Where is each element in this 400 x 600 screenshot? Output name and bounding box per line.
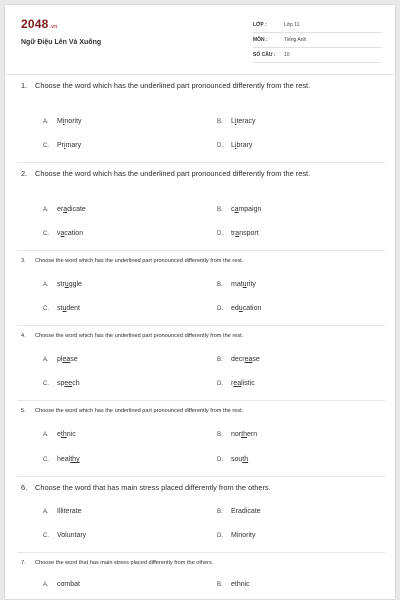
divider bbox=[17, 552, 385, 553]
question-number: 7. bbox=[21, 560, 26, 566]
option-letter: B. bbox=[217, 432, 223, 438]
option-underlined: ea bbox=[244, 356, 253, 363]
option-text: str bbox=[57, 281, 65, 288]
option-letter: C. bbox=[43, 533, 49, 539]
question-5 bbox=[21, 406, 381, 416]
option-letter: A. bbox=[43, 207, 49, 213]
meta-row-class bbox=[253, 19, 381, 33]
option-letter: B. bbox=[217, 509, 223, 515]
option-underlined: th bbox=[60, 431, 67, 438]
option-letter: C. bbox=[43, 306, 49, 312]
option-text: nority bbox=[64, 118, 82, 125]
option-text: dent bbox=[66, 305, 80, 312]
option-text: combat bbox=[57, 581, 80, 588]
option-text: mary bbox=[65, 142, 82, 149]
option-letter: D. bbox=[217, 533, 223, 539]
option-3c[interactable] bbox=[43, 305, 80, 312]
option-text: r bbox=[231, 380, 234, 387]
option-letter: B. bbox=[217, 357, 223, 363]
meta-row-count bbox=[253, 49, 381, 63]
option-letter: A. bbox=[43, 119, 49, 125]
meta-row-subject bbox=[253, 34, 381, 48]
question-stem bbox=[21, 331, 381, 341]
option-letter: D. bbox=[217, 231, 223, 237]
option-letter: B. bbox=[217, 582, 223, 588]
option-text: ern bbox=[246, 431, 258, 438]
option-underlined: th bbox=[241, 431, 247, 438]
option-text: e bbox=[57, 431, 61, 438]
option-text: sp bbox=[57, 380, 65, 387]
option-6b[interactable] bbox=[217, 508, 261, 515]
option-underlined: thy bbox=[70, 456, 80, 463]
option-2a[interactable] bbox=[43, 206, 86, 213]
option-text: L bbox=[231, 118, 235, 125]
option-text: decr bbox=[231, 356, 245, 363]
option-underlined: i bbox=[64, 142, 66, 149]
divider bbox=[17, 250, 385, 251]
question-text: Choose the word which has the underlined part pronounced differently from the rest. bbox=[35, 81, 311, 90]
option-underlined: a bbox=[234, 206, 239, 213]
meta-value: Lớp 11 bbox=[284, 22, 300, 28]
question-number: 5. bbox=[21, 408, 26, 414]
worksheet-header bbox=[5, 5, 396, 75]
option-text: teracy bbox=[236, 118, 256, 125]
option-1a[interactable] bbox=[43, 118, 82, 125]
question-1 bbox=[21, 80, 381, 91]
option-text: M bbox=[57, 118, 63, 125]
question-number: 2. bbox=[21, 169, 28, 178]
option-letter: B. bbox=[217, 282, 223, 288]
option-text: tr bbox=[231, 230, 236, 237]
option-underlined: a bbox=[235, 230, 240, 237]
question-number: 6. bbox=[21, 483, 28, 492]
option-text: cation bbox=[242, 305, 262, 312]
question-number: 3. bbox=[21, 258, 26, 264]
question-2 bbox=[21, 168, 381, 179]
option-text: ed bbox=[231, 305, 239, 312]
option-text: Illiterate bbox=[57, 508, 82, 515]
option-underlined: u bbox=[64, 281, 69, 288]
divider bbox=[17, 325, 385, 326]
question-stem bbox=[21, 482, 381, 493]
option-text: brary bbox=[236, 142, 253, 149]
option-letter: A. bbox=[43, 509, 49, 515]
question-text: Choose the word which has the underlined part pronounced differently from the rest. bbox=[35, 258, 244, 264]
option-6a[interactable] bbox=[43, 508, 82, 515]
option-text: cation bbox=[64, 230, 84, 237]
option-text: sou bbox=[231, 456, 243, 463]
option-1b[interactable] bbox=[217, 118, 256, 125]
question-6 bbox=[21, 482, 381, 493]
logo-main: 2048 bbox=[21, 17, 49, 31]
option-text: ch bbox=[72, 380, 80, 387]
option-text: ggle bbox=[68, 281, 82, 288]
question-text: Choose the word which has the underlined part pronounced differently from the rest. bbox=[35, 408, 244, 414]
option-underlined: th bbox=[242, 456, 249, 463]
question-stem bbox=[21, 256, 381, 266]
question-number: 1. bbox=[21, 81, 28, 90]
option-text: Eradicate bbox=[231, 508, 261, 515]
option-underlined: a bbox=[60, 230, 65, 237]
site-logo[interactable] bbox=[21, 17, 57, 31]
question-stem bbox=[21, 558, 381, 568]
meta-label: SỐ CÂU : bbox=[253, 52, 276, 58]
option-text: se bbox=[70, 356, 78, 363]
option-text: Pr bbox=[57, 142, 64, 149]
option-text: mat bbox=[231, 281, 243, 288]
option-7a[interactable] bbox=[43, 581, 80, 588]
option-4b[interactable] bbox=[217, 356, 260, 363]
option-3a[interactable] bbox=[43, 281, 82, 288]
meta-label: LỚP : bbox=[253, 22, 267, 28]
option-text: nsport bbox=[239, 230, 259, 237]
option-text: Minority bbox=[231, 532, 256, 539]
option-1c[interactable] bbox=[43, 142, 81, 149]
option-5a[interactable] bbox=[43, 431, 76, 438]
option-3b[interactable] bbox=[217, 281, 256, 288]
question-number: 4. bbox=[21, 333, 26, 339]
option-4a[interactable] bbox=[43, 356, 78, 363]
divider bbox=[17, 476, 385, 477]
option-5d[interactable] bbox=[217, 456, 248, 463]
question-stem bbox=[21, 168, 381, 179]
option-letter: A. bbox=[43, 357, 49, 363]
option-3d[interactable] bbox=[217, 305, 261, 312]
option-letter: D. bbox=[217, 457, 223, 463]
option-2c[interactable] bbox=[43, 230, 83, 237]
option-underlined: i bbox=[234, 142, 237, 149]
question-text: Choose the word that has main stress placed differently from the others. bbox=[35, 483, 271, 492]
option-letter: C. bbox=[43, 231, 49, 237]
option-7b[interactable] bbox=[217, 581, 250, 588]
option-4c[interactable] bbox=[43, 380, 80, 387]
option-letter: C. bbox=[43, 457, 49, 463]
question-stem bbox=[21, 406, 381, 416]
option-2b[interactable] bbox=[217, 206, 261, 213]
option-letter: C. bbox=[43, 143, 49, 149]
option-underlined: i bbox=[234, 118, 237, 125]
option-text: nic bbox=[66, 431, 76, 438]
option-text: mpaign bbox=[238, 206, 262, 213]
option-letter: B. bbox=[217, 119, 223, 125]
worksheet bbox=[4, 4, 396, 600]
option-6d[interactable] bbox=[217, 532, 256, 539]
page-title: Ngữ Điệu Lên Và Xuống bbox=[21, 39, 102, 46]
question-3 bbox=[21, 256, 381, 266]
option-letter: A. bbox=[43, 282, 49, 288]
option-letter: B. bbox=[217, 207, 223, 213]
option-letter: A. bbox=[43, 582, 49, 588]
option-underlined: i bbox=[62, 118, 65, 125]
question-stem bbox=[21, 80, 381, 91]
option-2d[interactable] bbox=[217, 230, 259, 237]
option-letter: D. bbox=[217, 306, 223, 312]
option-6c[interactable] bbox=[43, 532, 86, 539]
option-text: pl bbox=[57, 356, 63, 363]
option-1d[interactable] bbox=[217, 142, 252, 149]
option-letter: D. bbox=[217, 381, 223, 387]
option-4d[interactable] bbox=[217, 380, 255, 387]
option-underlined: u bbox=[242, 281, 247, 288]
option-text: se bbox=[252, 356, 260, 363]
option-text: dicate bbox=[67, 206, 86, 213]
option-text: nor bbox=[231, 431, 242, 438]
meta-label: MÔN : bbox=[253, 37, 268, 43]
option-text: ethnic bbox=[231, 581, 250, 588]
question-7 bbox=[21, 558, 381, 568]
option-letter: A. bbox=[43, 432, 49, 438]
meta-value: 10 bbox=[284, 52, 290, 58]
option-underlined: ee bbox=[64, 380, 73, 387]
option-text: v bbox=[57, 230, 61, 237]
question-text: Choose the word which has the underlined part pronounced differently from the rest. bbox=[35, 333, 244, 339]
option-letter: D. bbox=[217, 143, 223, 149]
option-text: Voluntary bbox=[57, 532, 87, 539]
option-text: er bbox=[57, 206, 64, 213]
option-text: rity bbox=[246, 281, 256, 288]
option-underlined: ea bbox=[233, 380, 242, 387]
divider bbox=[17, 162, 385, 163]
option-5c[interactable] bbox=[43, 456, 80, 463]
option-underlined: ea bbox=[62, 356, 71, 363]
logo-suffix: .vn bbox=[49, 24, 58, 30]
option-letter: C. bbox=[43, 381, 49, 387]
option-5b[interactable] bbox=[217, 431, 257, 438]
question-text: Choose the word that has main stress placed differently from the others. bbox=[35, 560, 214, 566]
option-text: L bbox=[231, 142, 235, 149]
option-text: listic bbox=[241, 380, 255, 387]
question-text: Choose the word which has the underlined part pronounced differently from the rest. bbox=[35, 169, 311, 178]
option-underlined: u bbox=[62, 305, 67, 312]
question-4 bbox=[21, 331, 381, 341]
option-text: c bbox=[231, 206, 235, 213]
meta-value: Tiếng Anh bbox=[284, 37, 307, 43]
divider bbox=[17, 400, 385, 401]
option-underlined: u bbox=[238, 305, 243, 312]
option-text: heal bbox=[57, 456, 71, 463]
option-underlined: a bbox=[63, 206, 68, 213]
option-text: st bbox=[57, 305, 63, 312]
